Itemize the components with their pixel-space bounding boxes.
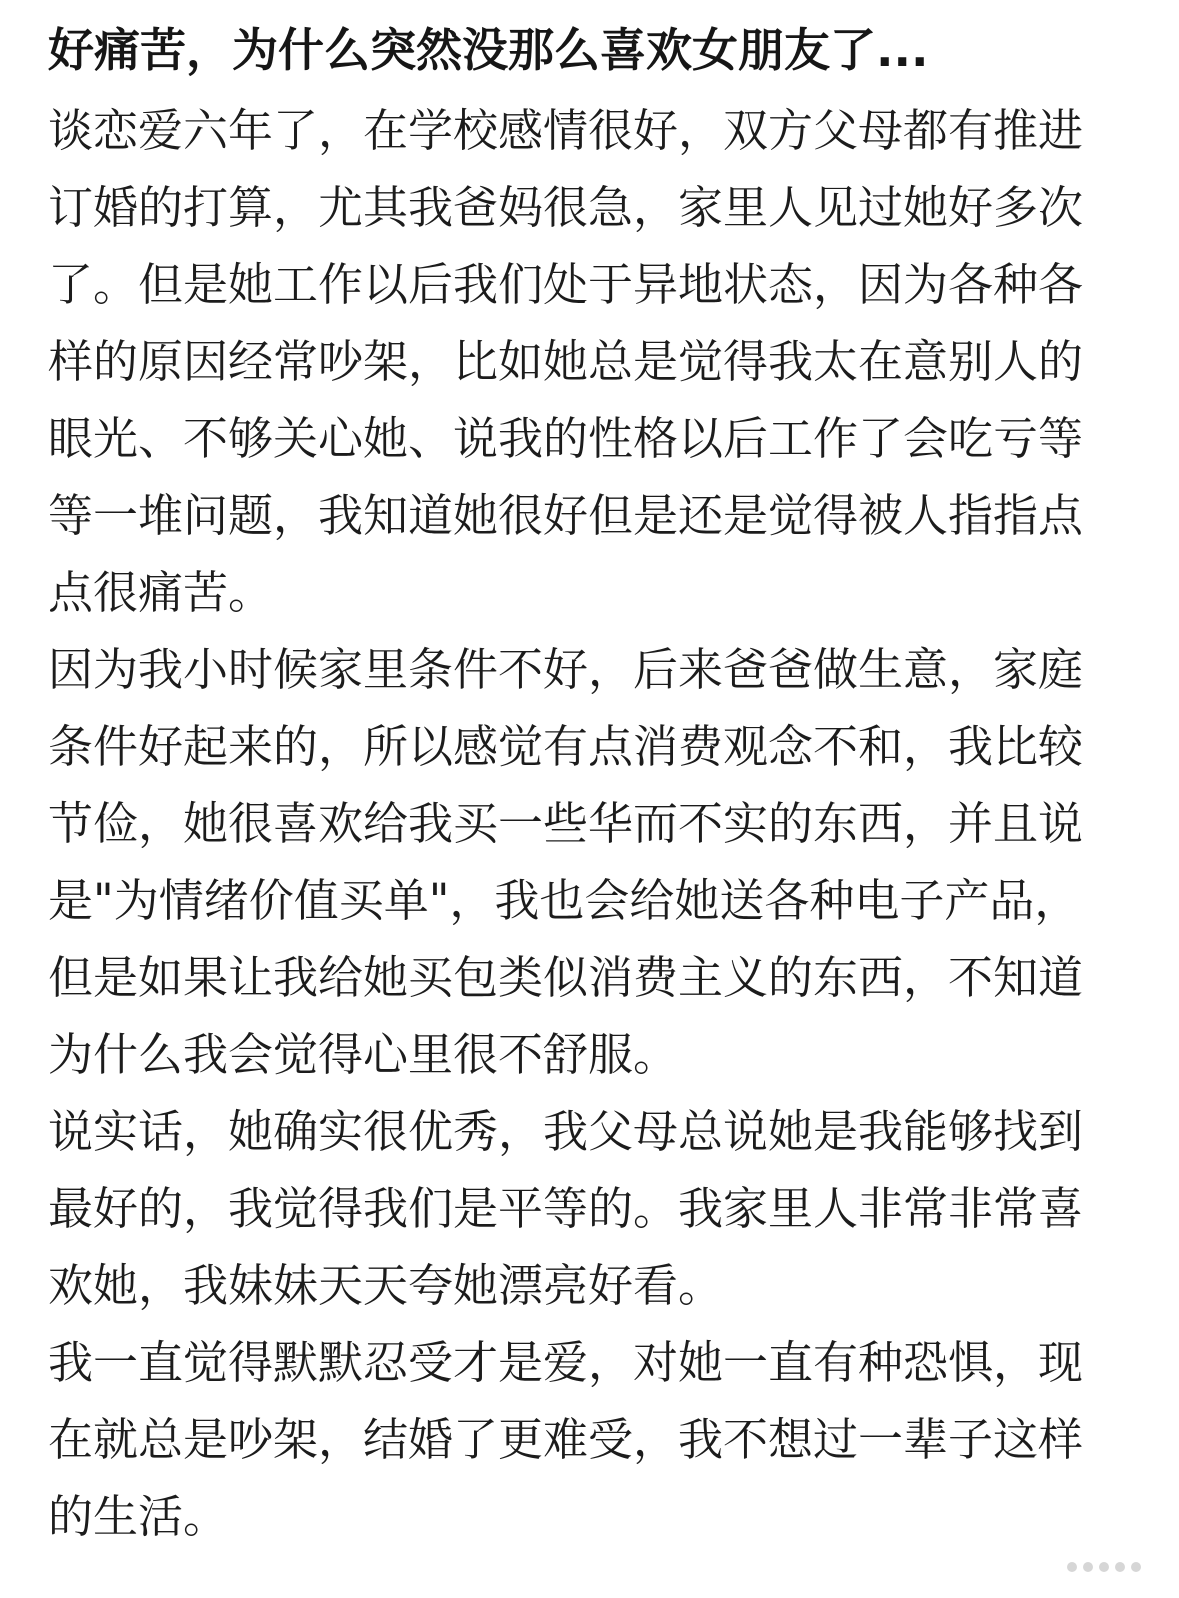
watermark-dot xyxy=(1083,1562,1093,1572)
post-title: 好痛苦，为什么突然没那么喜欢女朋友了... xyxy=(48,23,929,77)
watermark-dot xyxy=(1067,1562,1077,1572)
dots-watermark-icon xyxy=(1067,1562,1141,1572)
post-paragraph-1: 谈恋爱六年了，在学校感情很好，双方父母都有推进订婚的打算，尤其我爸妈很急，家里人见过她好多次了。但是她工作以后我们处于异地状态，因为各种各样的原因经常吵架，比如她总是觉得我太在意别人的眼光、不够关心她、说我的性格以后工作了会吃亏等等一堆问题，我知道她很好但是还是觉得被人指指点点很痛苦。 xyxy=(48,104,1084,619)
watermark-dot xyxy=(1115,1562,1125,1572)
post-body xyxy=(48,92,1108,1555)
post xyxy=(48,0,1108,1555)
post-paragraph-4: 我一直觉得默默忍受才是爱，对她一直有种恐惧，现在就总是吵架，结婚了更难受，我不想过一辈子这样的生活。 xyxy=(48,1336,1084,1543)
post-paragraph-2: 因为我小时候家里条件不好，后来爸爸做生意，家庭条件好起来的，所以感觉有点消费观念不和，我比较节俭，她很喜欢给我买一些华而不实的东西，并且说是"为情绪价值买单"，我也会给她送各种电子产品，但是如果让我给她买包类似消费主义的东西，不知道为什么我会觉得心里很不舒服。 xyxy=(48,643,1084,1081)
post-paragraph-3: 说实话，她确实很优秀，我父母总说她是我能够找到最好的，我觉得我们是平等的。我家里人非常非常喜欢她，我妹妹天天夸她漂亮好看。 xyxy=(48,1105,1084,1312)
watermark-dot xyxy=(1131,1562,1141,1572)
watermark-dot xyxy=(1099,1562,1109,1572)
